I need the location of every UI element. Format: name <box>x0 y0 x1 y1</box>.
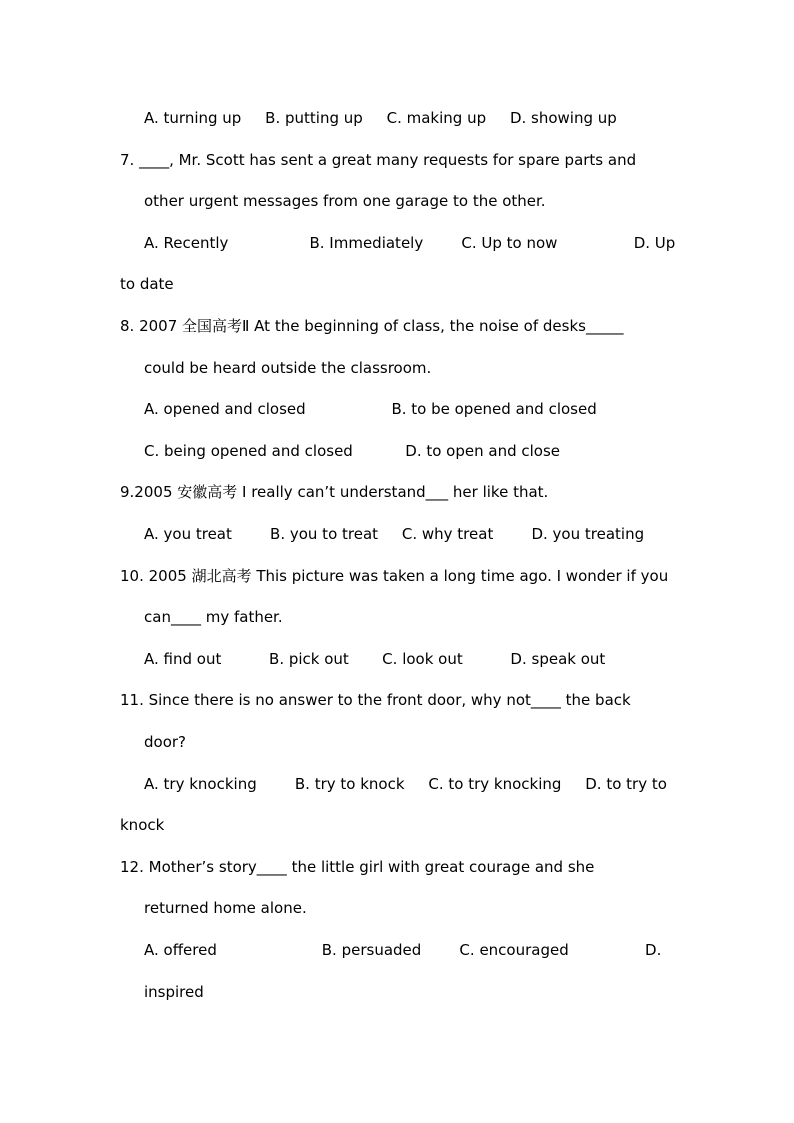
text-line: 7. ____, Mr. Scott has sent a great many requests for spare parts and <box>120 150 637 169</box>
text-line: C. being opened and closed D. to open and close <box>144 441 561 460</box>
text-line: A. try knocking B. try to knock C. to try knocking D. to try to <box>144 774 667 793</box>
text-line: A. turning up B. putting up C. making up D. showing up <box>144 109 617 127</box>
text-line: knock <box>120 816 165 835</box>
text-line: door? <box>144 733 187 751</box>
text-line: to date <box>120 275 174 294</box>
text-line: A. you treat B. you to treat C. why treat D. you treating <box>144 525 645 543</box>
text-line: inspired <box>144 982 204 1001</box>
text-line: A. opened and closed B. to be opened and closed <box>144 400 597 419</box>
text-line: other urgent messages from one garage to the other. <box>144 192 546 211</box>
text-line: can____ my father. <box>144 608 283 627</box>
text-line: 10. 2005 湖北高考 This picture was taken a long time ago. I wonder if you <box>120 566 669 585</box>
text-line: 9.2005 安徽高考 I really can’t understand___ her like that. <box>120 483 549 502</box>
text-line: A. find out B. pick out C. look out D. speak out <box>144 649 606 668</box>
text-line: could be heard outside the classroom. <box>144 358 432 377</box>
text-line: returned home alone. <box>144 899 307 918</box>
text-line: 11. Since there is no answer to the front door, why not____ the back <box>120 691 631 710</box>
text-line: 8. 2007 全国高考Ⅱ At the beginning of class, the noise of desks_____ <box>120 317 624 335</box>
text-line: A. Recently B. Immediately C. Up to now D. Up <box>144 233 676 252</box>
text-line: 12. Mother’s story____ the little girl with great courage and she <box>120 857 595 876</box>
text-line: A. offered B. persuaded C. encouraged D. <box>144 941 662 959</box>
